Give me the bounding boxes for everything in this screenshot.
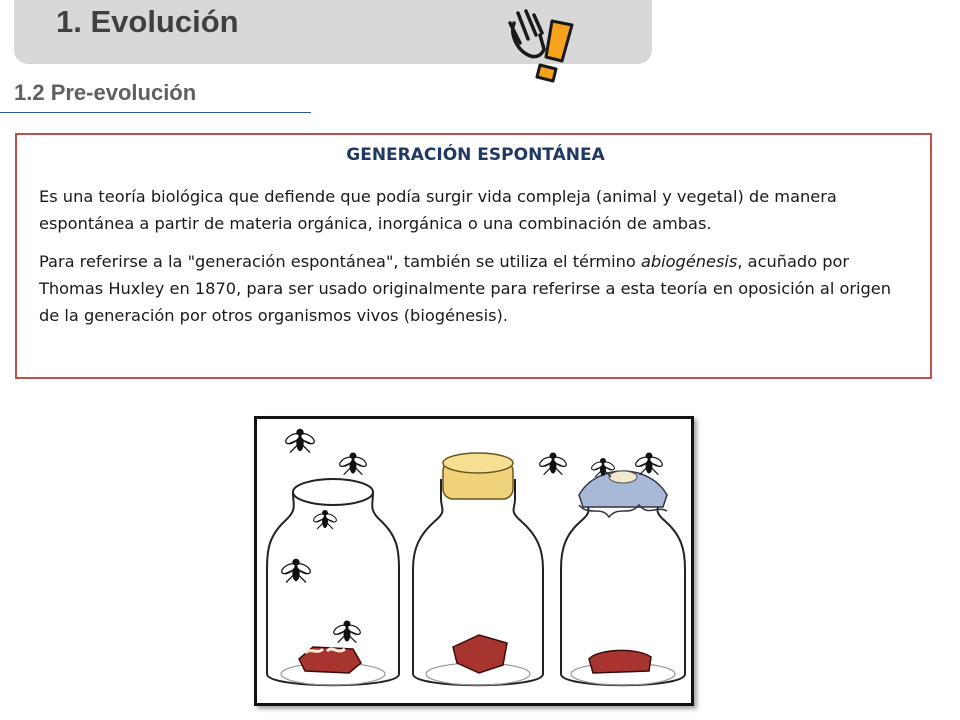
paragraph-2-start: Para referirse a la "generación espontánea", también se utiliza el término bbox=[39, 252, 641, 271]
definition-box bbox=[15, 133, 932, 379]
definition-paragraph-2 bbox=[39, 248, 912, 329]
section-subtitle: 1.2 Pre-evolución bbox=[14, 80, 197, 105]
definition-heading: GENERACIÓN ESPONTÁNEA bbox=[346, 145, 605, 165]
page-title: 1. Evolución bbox=[56, 4, 239, 39]
subtitle-divider bbox=[0, 112, 311, 113]
abiogenesis-term: abiogénesis bbox=[640, 252, 738, 271]
corked-jar bbox=[413, 453, 543, 685]
jars-experiment-illustration bbox=[254, 416, 694, 706]
gauze-jar bbox=[561, 471, 685, 685]
paragraph-2-end: , acuñado por Thomas Huxley en 1870, para ser usado originalmente para referirse a esta teoría en oposición al origen de la generación por otros organismos vivos (biogénesis). bbox=[39, 252, 892, 325]
definition-paragraph-1: Es una teoría biológica que defiende que podía surgir vida compleja (animal y vegetal) de manera espontánea a partir de materia orgánica, inorgánica o una combinación de ambas. bbox=[39, 187, 837, 233]
hand-pointer-exclamation-icon bbox=[506, 3, 590, 85]
